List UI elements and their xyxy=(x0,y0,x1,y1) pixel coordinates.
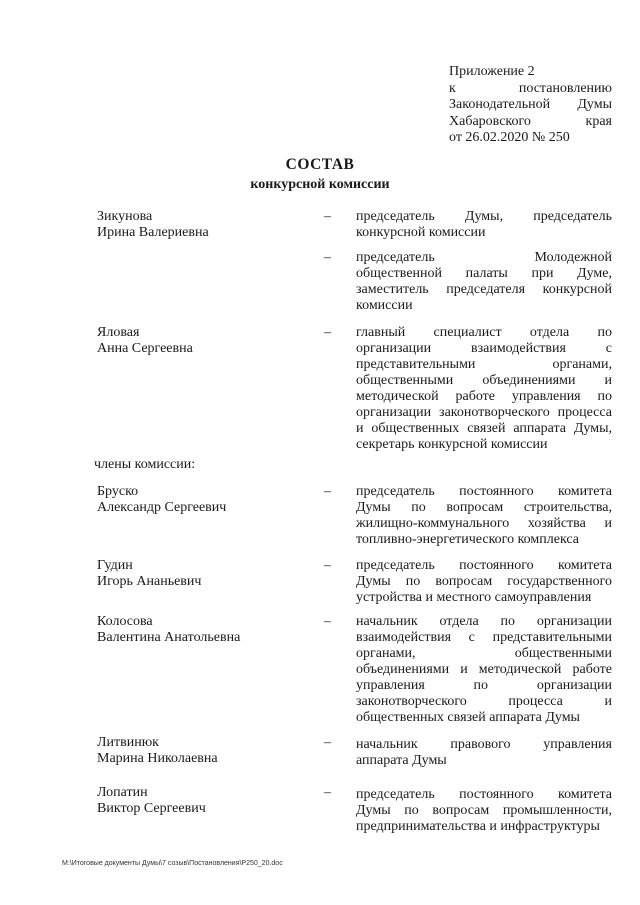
role-line: объединениями и методической работе xyxy=(356,662,612,677)
member-surname: Колосова xyxy=(97,614,153,629)
dash-separator: – xyxy=(324,325,331,340)
appendix-line: к постановлению xyxy=(449,80,612,96)
member-surname: Яловая xyxy=(97,325,140,340)
role-line: Думы по вопросам государственного xyxy=(356,574,612,589)
role-line: аппарата Думы xyxy=(356,753,447,768)
dash-separator: – xyxy=(324,785,331,800)
member-name xyxy=(97,614,307,646)
member-surname: Бруско xyxy=(97,484,139,499)
role-line: топливно-энергетического комплекса xyxy=(356,532,579,547)
dash-separator: – xyxy=(324,558,331,573)
role-line: общественной палаты при Думе, xyxy=(356,266,612,281)
member-name xyxy=(97,785,307,817)
dash-separator: – xyxy=(324,735,331,750)
member-given-name: Валентина Анатольевна xyxy=(97,630,241,645)
member-given-name: Виктор Сергеевич xyxy=(97,801,206,816)
member-given-name: Марина Николаевна xyxy=(97,751,218,766)
member-role xyxy=(356,614,612,726)
role-line: председатель Думы, председатель xyxy=(356,209,612,224)
dash-separator: – xyxy=(324,209,331,224)
member-role xyxy=(356,787,612,835)
member-given-name: Анна Сергеевна xyxy=(97,341,193,356)
member-surname: Зикунова xyxy=(97,209,153,224)
appendix-line: от 26.02.2020 № 250 xyxy=(449,130,570,145)
file-path-footer: М:\Итоговые документы Думы\7 созыв\Постановления\P250_20.doc xyxy=(62,860,283,867)
role-line: начальник отдела по организации xyxy=(356,614,612,629)
role-line: организации законотворческого процесса xyxy=(356,405,612,420)
role-line: главный специалист отдела по xyxy=(356,325,612,340)
role-line: организации взаимодействия с xyxy=(356,341,612,356)
member-given-name: Ирина Валериевна xyxy=(97,225,209,240)
member-name xyxy=(97,735,307,767)
appendix-line: Приложение 2 xyxy=(449,64,535,79)
dash-separator: – xyxy=(324,614,331,629)
members-label: члены комиссии: xyxy=(94,457,196,472)
role-line: начальник правового управления xyxy=(356,737,612,752)
member-name xyxy=(97,558,307,590)
role-line: управления по организации xyxy=(356,678,612,693)
dash-separator: – xyxy=(324,484,331,499)
member-name xyxy=(97,325,307,357)
role-line: предпринимательства и инфраструктуры xyxy=(356,819,600,834)
role-line: представительными органами, xyxy=(356,357,612,372)
role-line: Думы по вопросам промышленности, xyxy=(356,803,612,818)
appendix-block xyxy=(449,64,612,147)
member-role xyxy=(356,737,612,769)
role-line: заместитель председателя конкурсной xyxy=(356,282,612,297)
role-line: методической работе управления по xyxy=(356,389,612,404)
document-title: СОСТАВ xyxy=(285,156,355,173)
role-line: секретарь конкурсной комиссии xyxy=(356,437,548,452)
appendix-line: Хабаровского края xyxy=(449,113,612,129)
member-name xyxy=(97,209,307,241)
role-line: взаимодействия с представительными xyxy=(356,630,612,645)
role-line: Думы по вопросам строительства, xyxy=(356,500,612,515)
member-surname: Гудин xyxy=(97,558,133,573)
member-surname: Литвинюк xyxy=(97,735,159,750)
member-role xyxy=(356,209,612,241)
role-line: и общественных связей аппарата Думы, xyxy=(356,421,612,436)
role-line: общественными объединениями и xyxy=(356,373,612,388)
role-line: законотворческого процесса и xyxy=(356,694,612,709)
role-line: жилищно-коммунального хозяйства и xyxy=(356,516,612,531)
role-line: устройства и местного самоуправления xyxy=(356,590,592,605)
member-given-name: Александр Сергеевич xyxy=(97,500,227,515)
role-line: председатель постоянного комитета xyxy=(356,558,612,573)
appendix-line: Законодательной Думы xyxy=(449,97,612,112)
member-surname: Лопатин xyxy=(97,785,148,800)
role-line: председатель Молодежной xyxy=(356,250,612,265)
member-role xyxy=(356,325,612,453)
role-line: комиссии xyxy=(356,298,413,313)
role-line: председатель постоянного комитета xyxy=(356,484,612,499)
member-given-name: Игорь Ананьевич xyxy=(97,574,202,589)
role-line: органами, общественными xyxy=(356,646,612,661)
role-line: общественных связей аппарата Думы xyxy=(356,710,580,725)
member-name xyxy=(97,484,307,516)
member-role xyxy=(356,558,612,606)
role-line: конкурсной комиссии xyxy=(356,225,486,240)
role-line: председатель постоянного комитета xyxy=(356,787,612,802)
member-role xyxy=(356,250,612,314)
dash-separator: – xyxy=(324,250,331,265)
member-role xyxy=(356,484,612,548)
document-subtitle: конкурсной комиссии xyxy=(250,177,390,192)
